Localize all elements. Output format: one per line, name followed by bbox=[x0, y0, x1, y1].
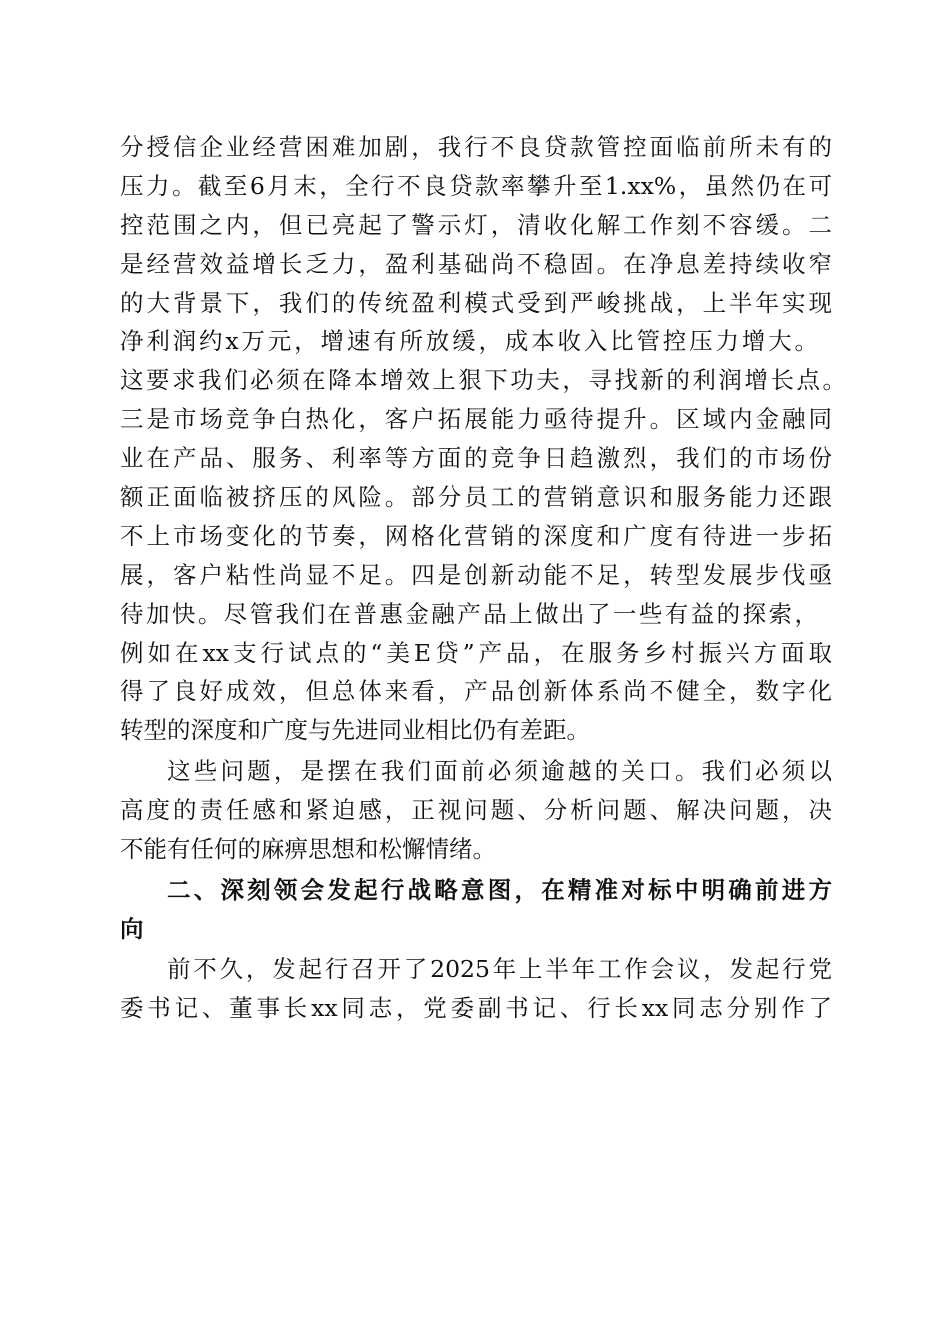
text-line: 净利润约x万元，增速有所放缓，成本收入比管控压力增大。 bbox=[120, 327, 818, 356]
text-line: 三是市场竞争白热化，客户拓展能力亟待提升。区域内金融同 bbox=[120, 405, 832, 434]
text-line: 这些问题，是摆在我们面前必须逾越的关口。我们必须以 bbox=[167, 757, 832, 786]
text-line: 控范围之内，但已亮起了警示灯，清收化解工作刻不容缓。二 bbox=[120, 210, 832, 239]
text-line: 例如在xx支行试点的“美E贷”产品，在服务乡村振兴方面取 bbox=[120, 638, 832, 667]
text-line: 的大背景下，我们的传统盈利模式受到严峻挑战，上半年实现 bbox=[120, 288, 832, 317]
paragraph-conclusion bbox=[120, 752, 832, 869]
text-line: 前不久，发起行召开了2025年上半年工作会议，发起行党 bbox=[167, 954, 832, 983]
text-line: 这要求我们必须在降本增效上狠下功夫，寻找新的利润增长点。 bbox=[120, 366, 846, 395]
text-line: 不上市场变化的节奏，网格化营销的深度和广度有待进一步拓 bbox=[120, 521, 832, 550]
paragraph-risk-issues bbox=[120, 128, 846, 750]
text-line: 不能有任何的麻痹思想和松懈情绪。 bbox=[120, 835, 496, 864]
text-line: 展，客户粘性尚显不足。四是创新动能不足，转型发展步伐亟 bbox=[120, 560, 832, 589]
text-line: 得了良好成效，但总体来看，产品创新体系尚不健全，数字化 bbox=[120, 677, 832, 706]
heading-line: 向 bbox=[120, 914, 144, 943]
paragraph-meeting bbox=[120, 950, 832, 1028]
text-line: 额正面临被挤压的风险。部分员工的营销意识和服务能力还跟 bbox=[120, 483, 832, 512]
text-line: 是经营效益增长乏力，盈利基础尚不稳固。在净息差持续收窄 bbox=[120, 249, 832, 278]
text-line: 分授信企业经营困难加剧，我行不良贷款管控面临前所未有的 bbox=[120, 133, 832, 161]
text-line: 待加快。尽管我们在普惠金融产品上做出了一些有益的探索， bbox=[120, 599, 818, 628]
text-line: 高度的责任感和紧迫感，正视问题、分析问题、解决问题，决 bbox=[120, 796, 832, 825]
text-line: 业在产品、服务、利率等方面的竞争日趋激烈，我们的市场份 bbox=[120, 444, 832, 473]
document-body bbox=[120, 128, 846, 1027]
text-line: 压力。截至6月末，全行不良贷款率攀升至1.xx%，虽然仍在可 bbox=[120, 171, 832, 200]
text-line: 转型的深度和广度与先进同业相比仍有差距。 bbox=[120, 716, 590, 745]
section-heading bbox=[120, 871, 832, 949]
text-line: 委书记、董事长xx同志，党委副书记、行长xx同志分别作了 bbox=[120, 993, 832, 1022]
heading-line: 二、深刻领会发起行战略意图，在精准对标中明确前进方 bbox=[167, 875, 832, 904]
